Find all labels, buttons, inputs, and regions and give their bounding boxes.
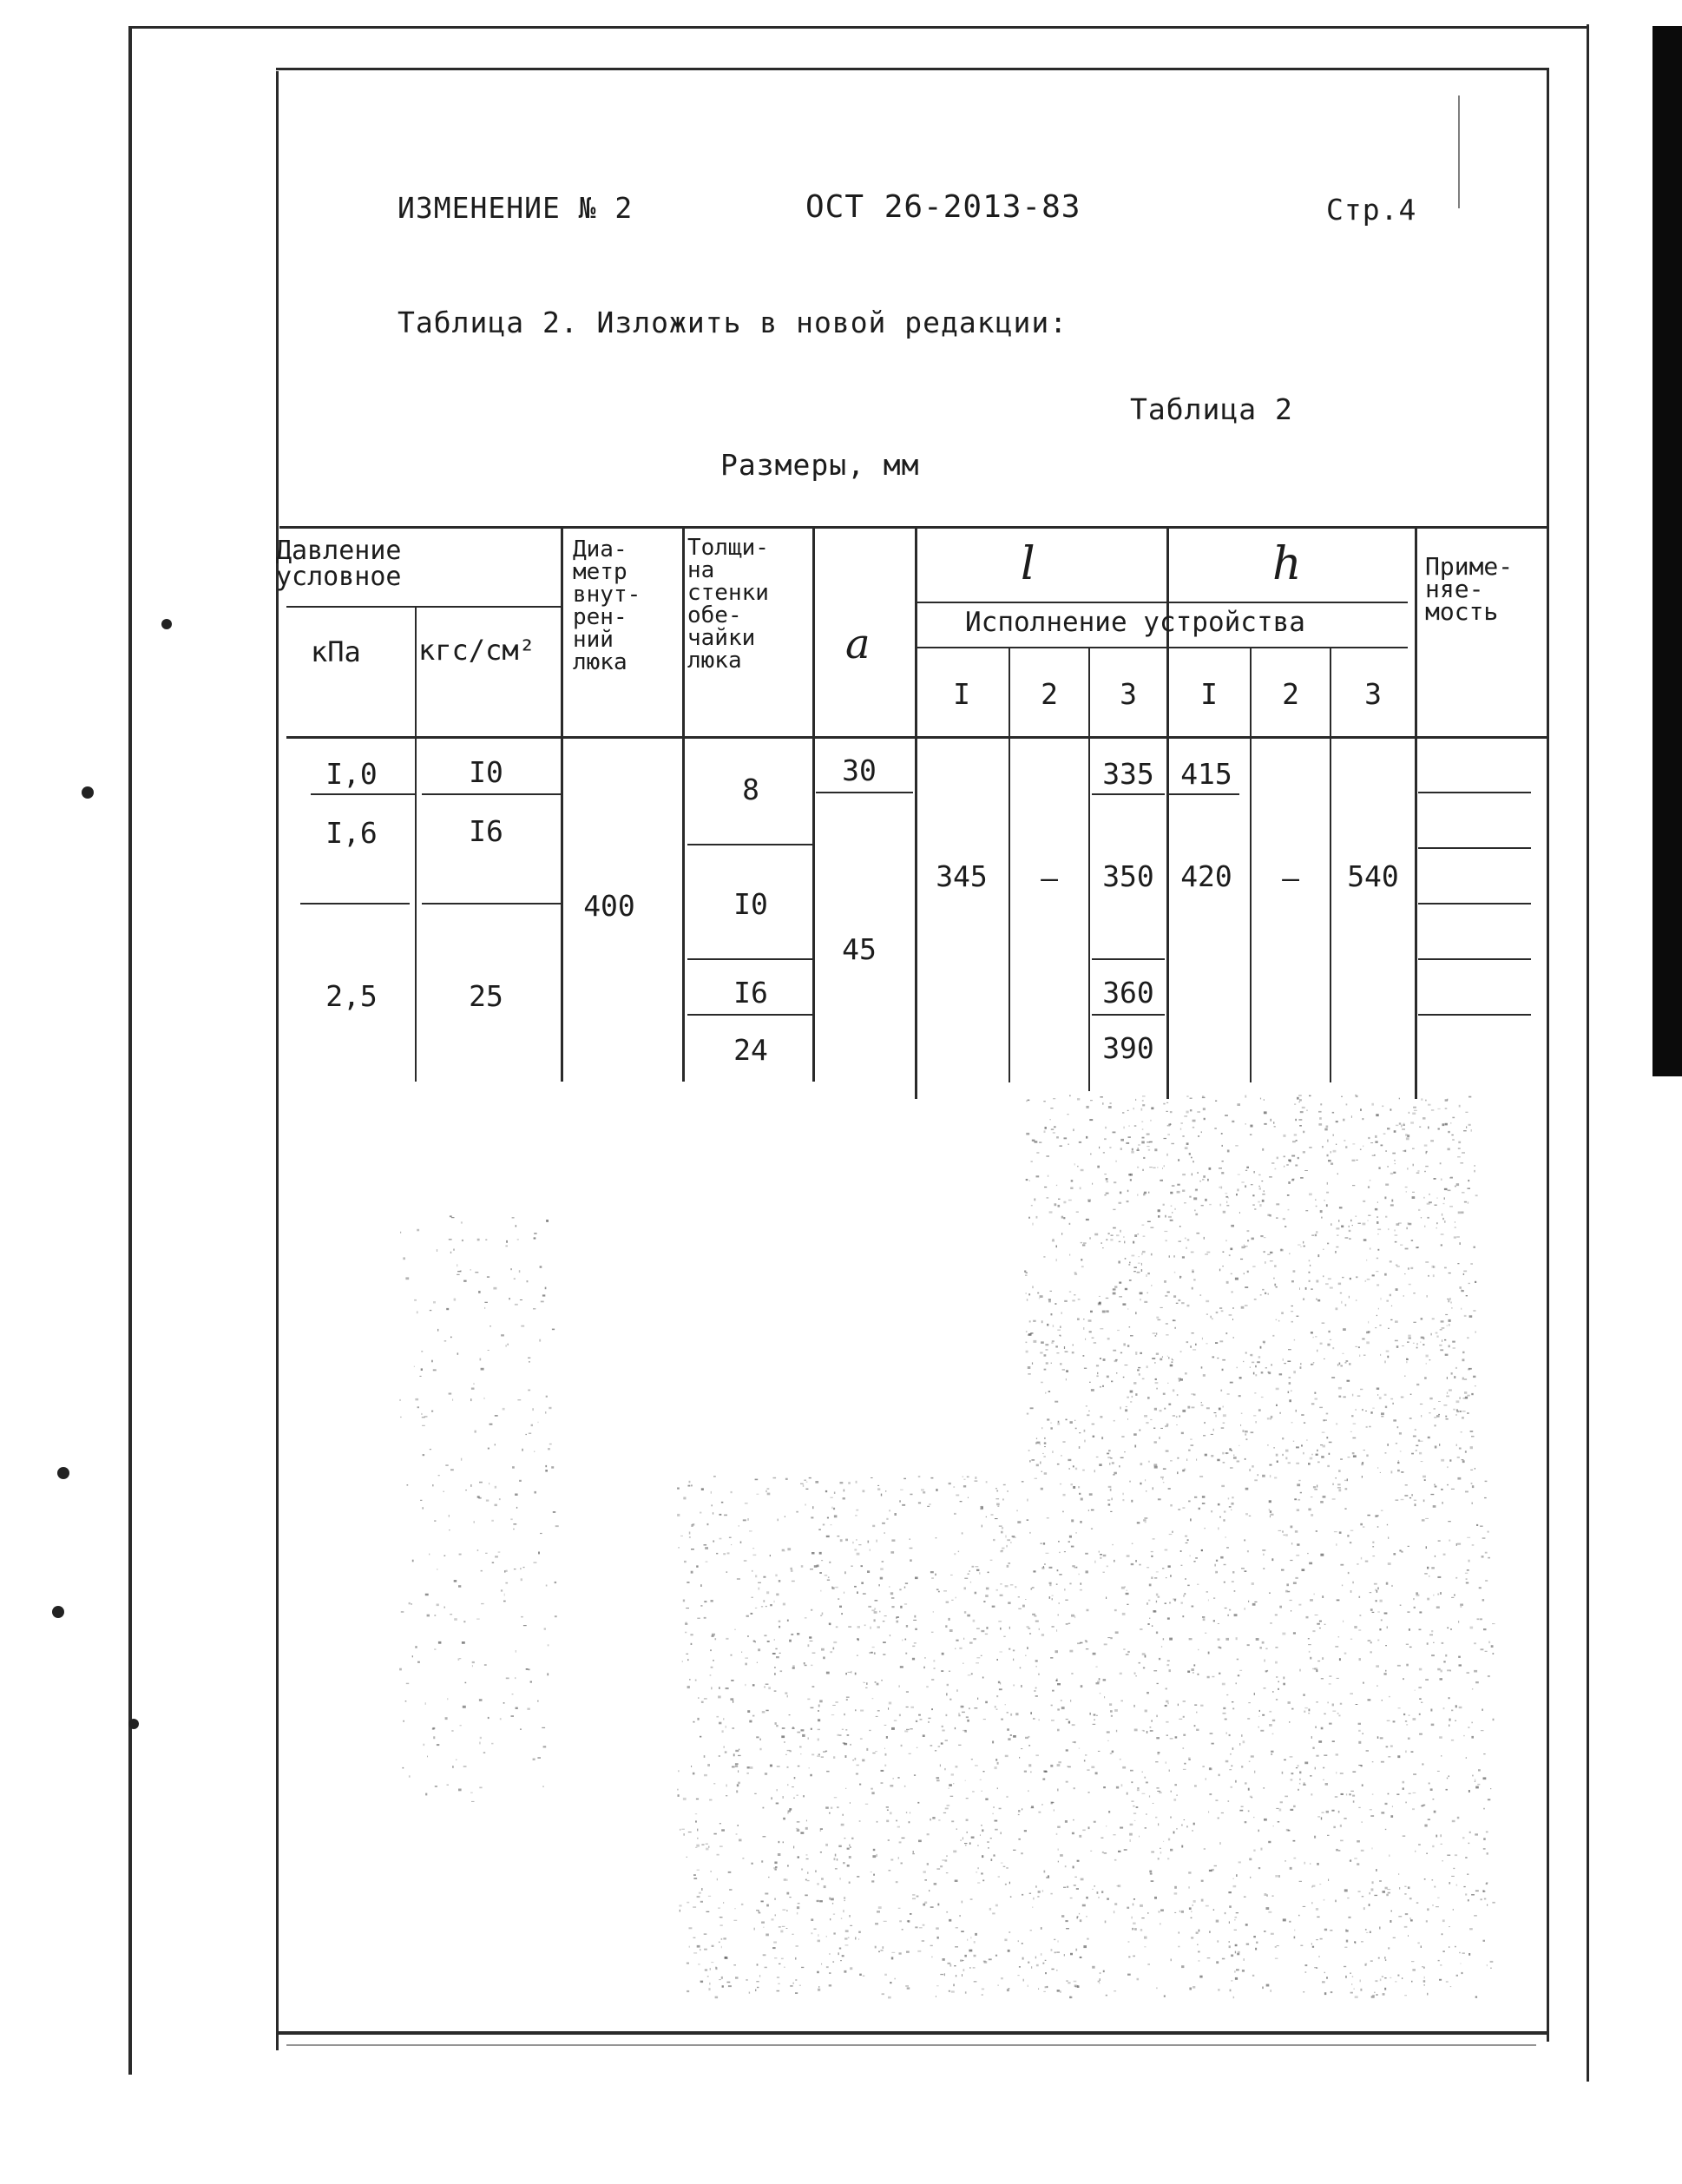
instruction-text: Таблица 2. Изложить в новой редакции: <box>398 306 1068 339</box>
h1-value-2: 420 <box>1180 859 1232 893</box>
thickness-value-3: I6 <box>733 976 768 1010</box>
kgf-value-1: I0 <box>469 755 503 789</box>
header-diameter: Диа- метр внут- рен- ний люка <box>573 536 641 675</box>
l3-value-4: 390 <box>1102 1031 1154 1065</box>
h1-value-1: 415 <box>1180 757 1232 791</box>
header-l: l <box>1021 538 1035 590</box>
thickness-value-2: I0 <box>733 887 768 921</box>
l3-value-3: 360 <box>1102 976 1154 1010</box>
diameter-value: 400 <box>583 889 635 923</box>
header-h: h <box>1272 538 1302 590</box>
header-applicability: Приме- няе- мость <box>1425 552 1514 626</box>
exec-h-3: 3 <box>1364 677 1382 711</box>
exec-h-2: 2 <box>1282 677 1299 711</box>
header-kpa: кПа <box>311 635 361 668</box>
change-number: ИЗМЕНЕНИЕ № 2 <box>398 191 634 225</box>
h2-value: – <box>1282 861 1299 895</box>
exec-l-1: I <box>953 677 970 711</box>
l1-value: 345 <box>936 859 988 893</box>
l3-value-2: 350 <box>1102 859 1154 893</box>
h3-value: 540 <box>1347 859 1399 893</box>
kpa-value-2: I,6 <box>325 816 378 850</box>
exec-l-3: 3 <box>1120 677 1137 711</box>
a-value-1: 30 <box>842 753 877 787</box>
kpa-value-1: I,0 <box>325 757 378 791</box>
l2-value: – <box>1041 861 1058 895</box>
units-label: Размеры, мм <box>720 448 920 482</box>
kgf-value-3: 25 <box>469 979 503 1013</box>
kpa-value-3: 2,5 <box>325 979 378 1013</box>
header-pressure: Давление условное <box>276 536 402 592</box>
exec-l-2: 2 <box>1041 677 1058 711</box>
header-kgf: кгс/см² <box>418 634 535 667</box>
page-number: Стр.4 <box>1326 193 1417 227</box>
exec-h-1: I <box>1200 677 1218 711</box>
header-execution: Исполнение устройства <box>965 607 1305 638</box>
header-a: a <box>845 620 871 668</box>
header-thickness: Толщи- на стенки обе- чайки люка <box>687 535 769 674</box>
thickness-value-4: 24 <box>733 1033 768 1067</box>
l3-value-1: 335 <box>1102 757 1154 791</box>
thickness-value-1: 8 <box>742 773 759 806</box>
a-value-2: 45 <box>842 932 877 966</box>
kgf-value-2: I6 <box>469 814 503 848</box>
table-caption: Таблица 2 <box>1130 392 1293 426</box>
standard-code: ОСТ 26-2013-83 <box>805 189 1081 225</box>
